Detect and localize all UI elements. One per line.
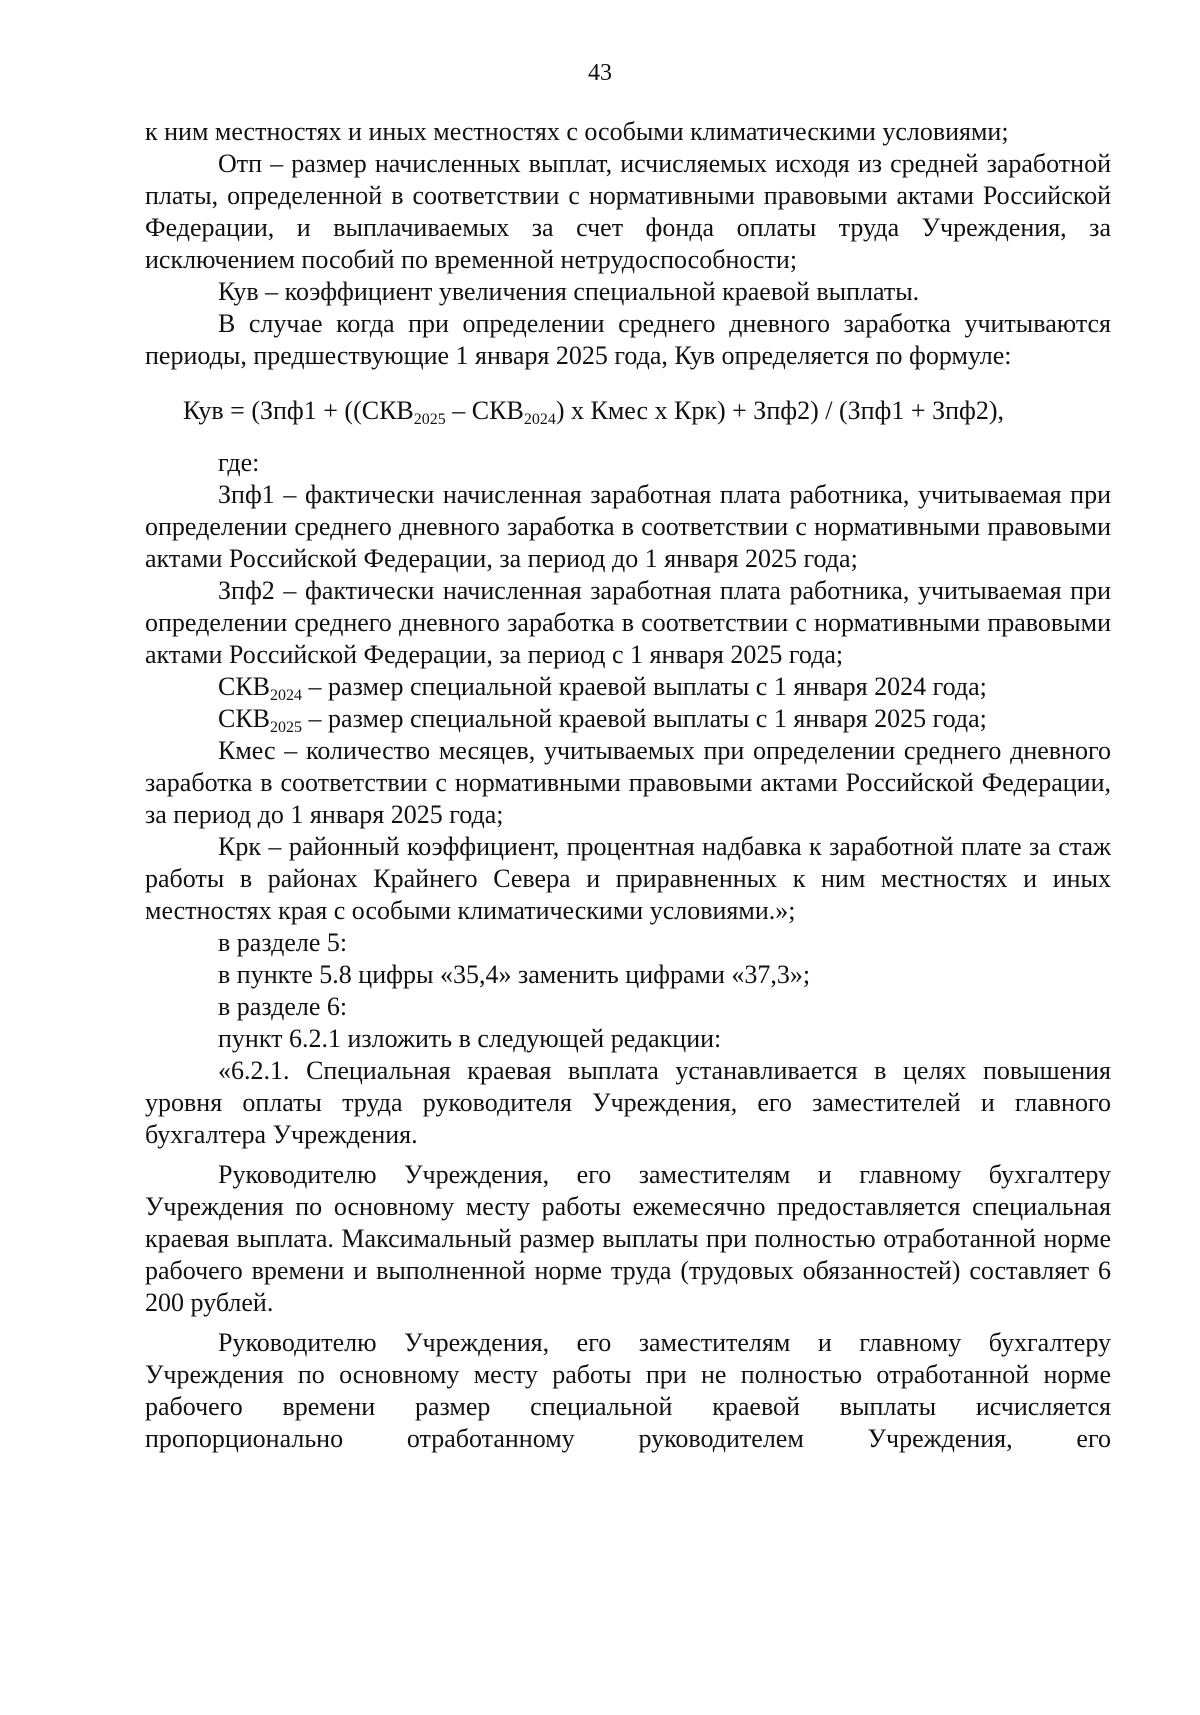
paragraph: к ним местностях и иных местностях с особыми климатическими условиями; (145, 117, 1009, 146)
paragraph-payment-amount: Руководителю Учреждения, его заместителям и главному бухгалтеру Учреждения по основному месту работы ежемесячно предоставляется специальная краевая выплата. Максимальный размер выплаты при полностью отработанной норме рабочего времени и выполненной норме труда (трудовых обязанностей) составляет 6 200 рублей. (145, 1160, 1111, 1317)
paragraph-krk-definition: Крк – районный коэффициент, процентная надбавка к заработной плате за стаж работы в районах Крайнего Севера и приравненных к ним местностях и иных местностях края с особыми климатическими условиями.»; (145, 832, 1111, 925)
formula (183, 395, 1111, 427)
paragraph-zpf2-definition: Зпф2 – фактически начисленная заработная плата работника, учитываемая при определении среднего дневного заработка в соответствии с нормативными правовыми актами Российской Федерации, за период с 1 января 2025 года; (145, 576, 1111, 669)
paragraph-kuv-definition: Кув – коэффициент увеличения специальной краевой выплаты. (218, 277, 920, 306)
skv-term: СКВ (218, 704, 271, 733)
paragraph-item-5-8: в пункте 5.8 цифры «35,4» заменить цифрами «37,3»; (218, 960, 811, 989)
formula-part: Кув = (Зпф1 + ((СКВ (183, 396, 414, 425)
paragraph-item-6-2-1: «6.2.1. Специальная краевая выплата устанавливается в целях повышения уровня оплаты труда руководителя Учреждения, его заместителей и главного бухгалтера Учреждения. (145, 1056, 1111, 1149)
paragraph-formula-intro: В случае когда при определении среднего дневного заработка учитываются периоды, предшествующие 1 января 2025 года, Кув определяется по формуле: (145, 309, 1111, 370)
where-label: где: (218, 448, 260, 477)
skv-term: СКВ (218, 672, 271, 701)
paragraph-section5: в разделе 5: (218, 928, 348, 957)
skv-subscript: 2024 (270, 687, 303, 704)
paragraph-zpf1-definition: Зпф1 – фактически начисленная заработная плата работника, учитываемая при определении среднего дневного заработка в соответствии с нормативными правовыми актами Российской Федерации, за период до 1 января 2025 года; (145, 480, 1111, 573)
skv-subscript: 2025 (270, 719, 303, 736)
skv-text: – размер специальной краевой выплаты с 1 января 2024 года; (302, 672, 987, 701)
paragraph-proportional-payment: Руководителю Учреждения, его заместителям и главному бухгалтеру Учреждения по основному месту работы при не полностью отработанной норме рабочего времени размер специальной краевой выплаты исчисляется пропорционально отработанному руководителем Учреждения, его (145, 1328, 1111, 1453)
paragraph-item-6-2-1-intro: пункт 6.2.1 изложить в следующей редакции: (218, 1024, 722, 1053)
paragraph-kmes-definition: Кмес – количество месяцев, учитываемых при определении среднего дневного заработка в соответствии с нормативными правовыми актами Российской Федерации, за период до 1 января 2025 года; (145, 736, 1111, 829)
formula-subscript: 2024 (523, 411, 556, 428)
formula-subscript: 2025 (413, 411, 446, 428)
formula-part: ) х Кмес х Крк) + Зпф2) / (Зпф1 + Зпф2), (555, 396, 1005, 425)
paragraph-otp-definition: Отп – размер начисленных выплат, исчисляемых исходя из средней заработной платы, определенной в соответствии с нормативными правовыми актами Российской Федерации, и выплачиваемых за счет фонда оплаты труда Учреждения, за исключением пособий по временной нетрудоспособности; (145, 149, 1111, 274)
paragraph-section6: в разделе 6: (218, 992, 348, 1021)
page-number: 43 (588, 60, 612, 86)
paragraph-skv2025-definition (145, 703, 1111, 735)
paragraph-skv2024-definition (145, 671, 1111, 703)
document-body (145, 116, 1111, 1455)
skv-text: – размер специальной краевой выплаты с 1 января 2025 года; (302, 704, 987, 733)
formula-part: – СКВ (445, 396, 524, 425)
